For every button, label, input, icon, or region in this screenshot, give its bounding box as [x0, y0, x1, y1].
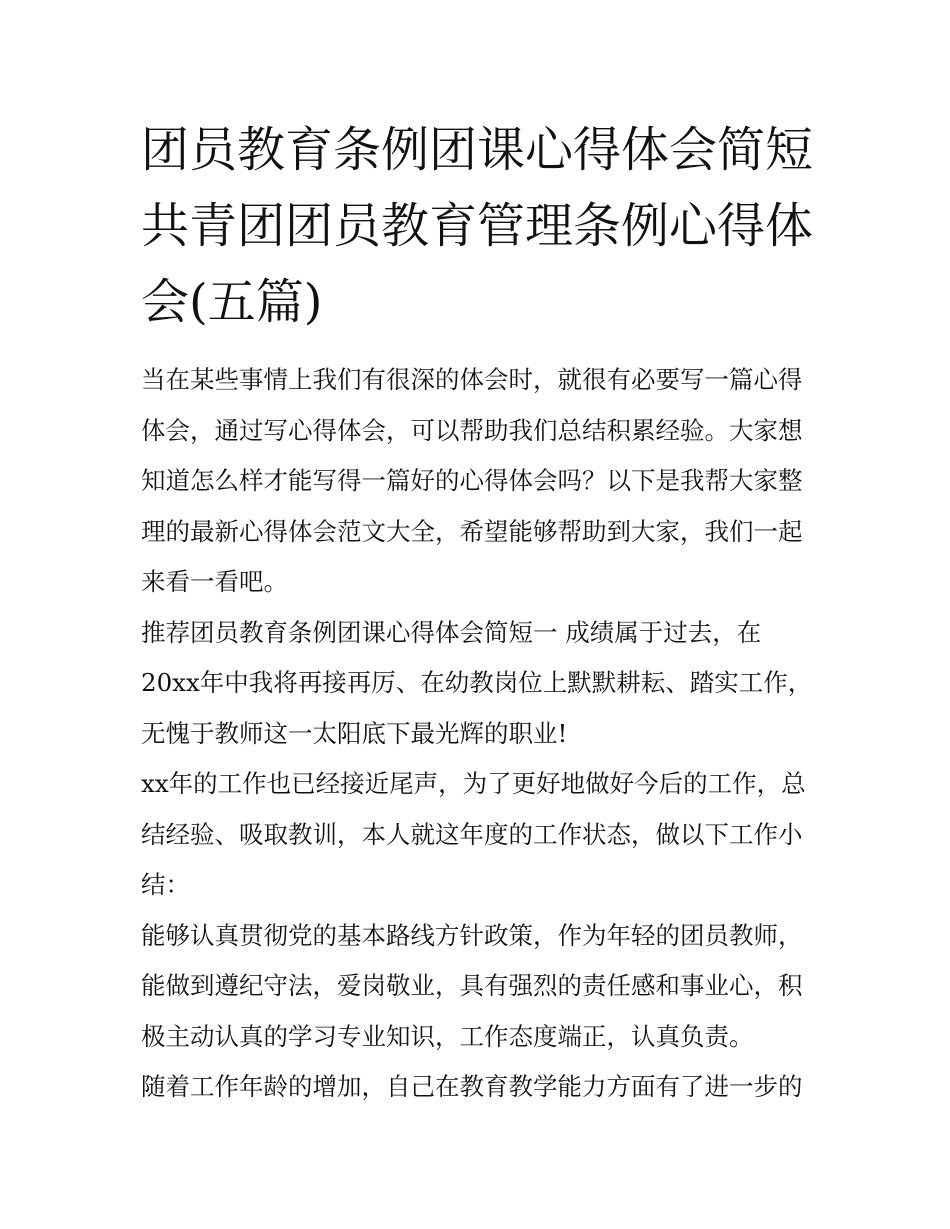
paragraph-politics: 能够认真贯彻党的基本路线方针政策，作为年轻的团员教师，能做到遵纪守法，爱岗敬业，具有强烈的责任感和事业心，积极主动认真的学习专业知识，工作态度端正，认真负责。	[141, 920, 803, 1051]
paragraph-intro: 当在某些事情上我们有很深的体会时，就很有必要写一篇心得体会，通过写心得体会，可以帮助我们总结积累经验。大家想知道怎么样才能写得一篇好的心得体会吗？以下是我帮大家整理的最新心得体会范文大全，希望能够帮助到大家，我们一起来看一看吧。	[141, 365, 803, 596]
paragraph-teaching: 随着工作年龄的增加，自己在教育教学能力方面有了进一步的	[141, 1072, 803, 1101]
paragraph-recommend: 推荐团员教育条例团课心得体会简短一 成绩属于过去，在20xx年中我将再接再厉、在幼教岗位上默默耕耘、踏实工作，无愧于教师这一太阳底下最光辉的职业!	[141, 617, 813, 748]
document-body	[141, 355, 817, 1113]
document-title: 团员教育条例团课心得体会简短 共青团团员教育管理条例心得体会(五篇)	[141, 122, 814, 330]
paragraph-year-end: xx年的工作也已经接近尾声，为了更好地做好今后的工作，总结经验、吸取教训，本人就这年度的工作状态，做以下工作小结：	[141, 769, 806, 899]
